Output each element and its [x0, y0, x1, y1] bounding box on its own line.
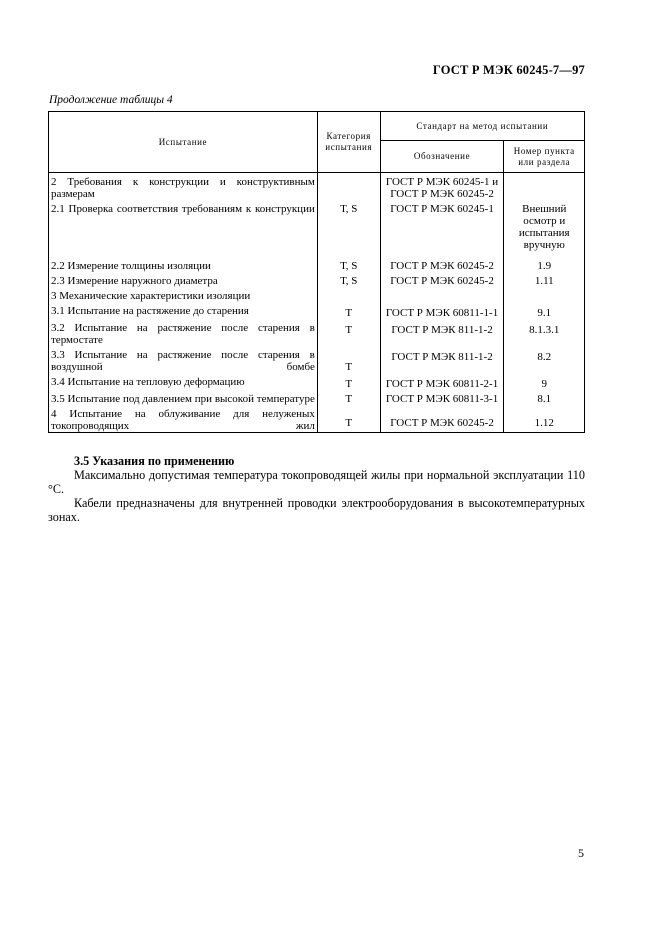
section-title: 3.5 Указания по применению [74, 454, 235, 468]
table-row [49, 257, 585, 272]
header-designation: Обозначение [380, 141, 504, 173]
row-category: Т [317, 319, 380, 346]
paragraph-purpose: Кабели предназначены для внутренней проводки электрооборудования в высокотемпературных зонах. [48, 496, 585, 524]
usage-section [48, 454, 585, 524]
header-test: Испытание [49, 112, 318, 173]
table-row [49, 405, 585, 433]
row-clause [504, 287, 585, 302]
row-clause: 8.1 [504, 390, 585, 405]
row-clause [504, 173, 585, 201]
table-row [49, 302, 585, 319]
row-clause: 8.2 [504, 346, 585, 373]
row-standard: ГОСТ Р МЭК 60245-2 [380, 257, 504, 272]
row-category: Т, S [317, 257, 380, 272]
row-standard: ГОСТ Р МЭК 60245-1 [380, 200, 504, 257]
row-standard: ГОСТ Р МЭК 60245-2 [380, 272, 504, 287]
row-clause: 1.9 [504, 257, 585, 272]
row-test: 2.2 Измерение толщины изоляции [49, 257, 318, 272]
row-category: Т [317, 302, 380, 319]
table-row [49, 390, 585, 405]
row-test: 2.1 Проверка соответствия требованиям к конструкции [49, 200, 318, 257]
row-clause: 9 [504, 373, 585, 390]
document-id: ГОСТ Р МЭК 60245-7—97 [432, 63, 585, 77]
row-clause: 9.1 [504, 302, 585, 319]
row-test: 3.4 Испытание на тепловую деформацию [49, 373, 318, 390]
row-standard: ГОСТ Р МЭК 60245-2 [380, 405, 504, 433]
table-caption: Продолжение таблицы 4 [49, 94, 173, 106]
row-category [317, 173, 380, 201]
table-row [49, 173, 585, 201]
row-standard: ГОСТ Р МЭК 60245-1 и ГОСТ Р МЭК 60245-2 [380, 173, 504, 201]
tests-table [48, 111, 585, 433]
row-category: Т [317, 405, 380, 433]
header-clause: Номер пункта или раздела [504, 141, 585, 173]
header-category: Категория испытания [317, 112, 380, 173]
row-clause: Внешний осмотр и испытания вручную [504, 200, 585, 257]
row-test: 3.3 Испытание на растяжение после старения в воздушной бомбе [49, 346, 318, 373]
row-category: Т [317, 346, 380, 373]
row-category [317, 287, 380, 302]
table-row [49, 287, 585, 302]
row-test: 4 Испытание на облуживание для нелуженых токопроводящих жил [49, 405, 318, 433]
row-standard [380, 287, 504, 302]
table-row [49, 272, 585, 287]
row-standard: ГОСТ Р МЭК 811-1-2 [380, 319, 504, 346]
row-test: 3 Механические характеристики изоляции [49, 287, 318, 302]
row-test: 3.2 Испытание на растяжение после старения в термостате [49, 319, 318, 346]
row-standard: ГОСТ Р МЭК 811-1-2 [380, 346, 504, 373]
row-standard: ГОСТ Р МЭК 60811-1-1 [380, 302, 504, 319]
header-standard: Стандарт на метод испытании [380, 112, 584, 141]
row-category: Т, S [317, 272, 380, 287]
table-row [49, 346, 585, 373]
table-row [49, 373, 585, 390]
row-category: Т [317, 390, 380, 405]
paragraph-temperature: Максимально допустимая температура токопроводящей жилы при нормальной эксплуатации 110 °С. [48, 468, 585, 496]
row-clause: 1.12 [504, 405, 585, 433]
row-test: 3.5 Испытание под давлением при высокой температуре [49, 390, 318, 405]
row-standard: ГОСТ Р МЭК 60811-3-1 [380, 390, 504, 405]
page-number: 5 [578, 846, 584, 860]
row-clause: 8.1.3.1 [504, 319, 585, 346]
row-test: 3.1 Испытание на растяжение до старения [49, 302, 318, 319]
row-standard: ГОСТ Р МЭК 60811-2-1 [380, 373, 504, 390]
table-row [49, 200, 585, 257]
row-test: 2 Требования к конструкции и конструктивным размерам [49, 173, 318, 201]
table-row [49, 319, 585, 346]
row-clause: 1.11 [504, 272, 585, 287]
row-test: 2.3 Измерение наружного диаметра [49, 272, 318, 287]
row-category: Т, S [317, 200, 380, 257]
row-category: Т [317, 373, 380, 390]
